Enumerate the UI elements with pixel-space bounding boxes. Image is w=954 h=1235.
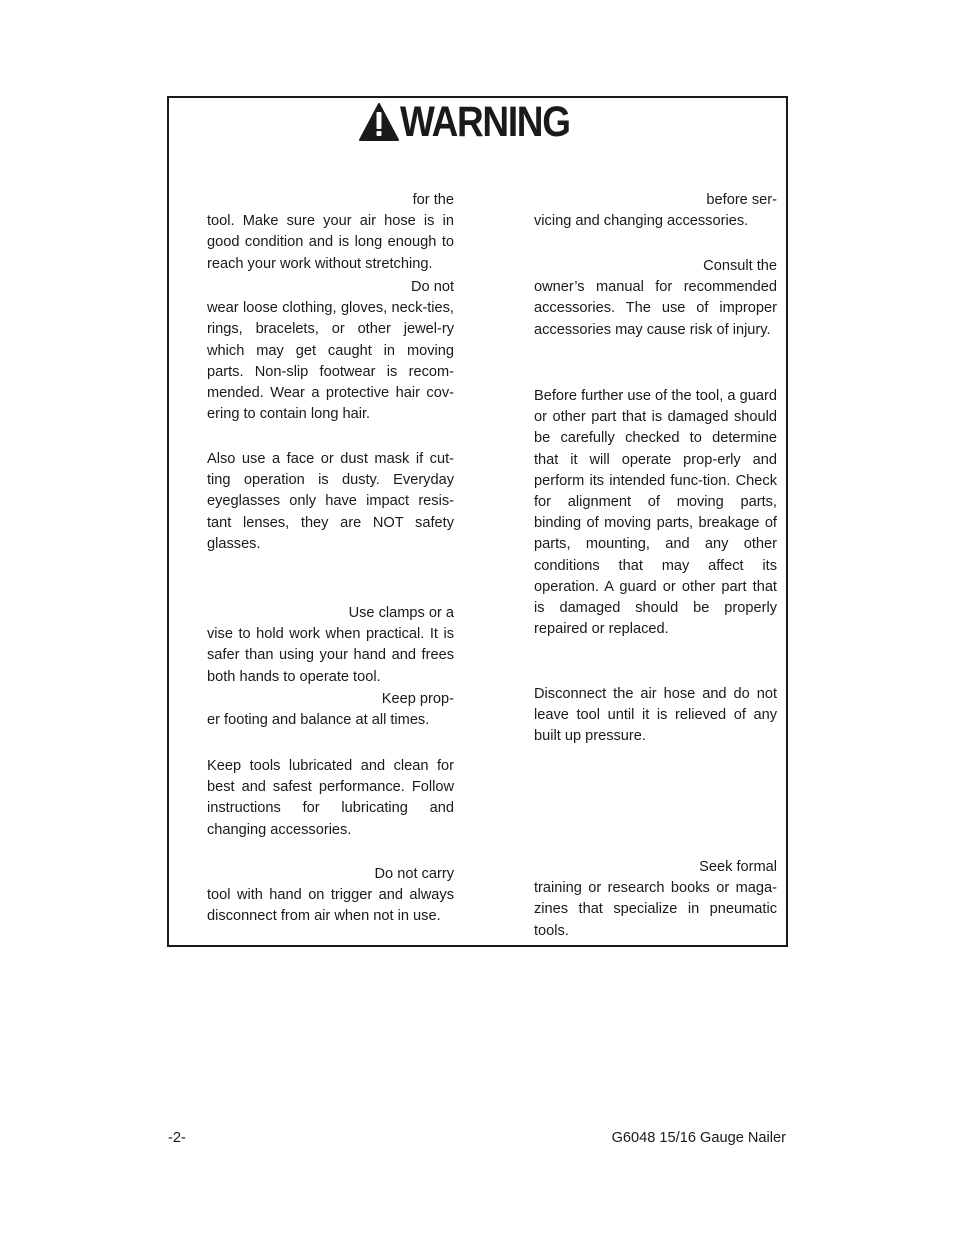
warning-header xyxy=(0,100,954,144)
left-paragraph-clothing xyxy=(207,277,454,425)
paragraph-lead: for the xyxy=(412,192,454,208)
paragraph-body: Disconnect the air hose and do not leave tool until it is relieved of any built up pressure. xyxy=(534,686,777,745)
paragraph-body: vicing and changing accessories. xyxy=(534,213,749,230)
paragraph-body: er footing and balance at all times. xyxy=(207,712,430,729)
paragraph-body: vise to hold work when practical. It is safer than using your hand and frees both hands to operate tool. xyxy=(207,626,454,685)
paragraph-lead: Keep prop- xyxy=(381,691,454,707)
paragraph-lead: before ser- xyxy=(706,192,777,208)
paragraph-body: tool with hand on trigger and always disconnect from air when not in use. xyxy=(207,887,454,925)
paragraph-lead: Consult the xyxy=(703,258,777,274)
left-paragraph-air-hose xyxy=(207,190,454,275)
paragraph-body: Also use a face or dust mask if cut-ting operation is dusty. Everyday eyeglasses only have impact resis-tant lenses, they are NOT safety glasses. xyxy=(207,451,454,552)
paragraph-body: tool. Make sure your air hose is in good condition and is long enough to reach your work without stretching. xyxy=(207,213,454,272)
paragraph-body: training or research books or maga-zines that specialize in pneumatic tools. xyxy=(534,880,777,939)
right-paragraph-training xyxy=(534,857,777,942)
paragraph-lead: Seek formal xyxy=(699,859,777,875)
left-paragraph-footing xyxy=(207,689,454,731)
paragraph-body: wear loose clothing, gloves, neck-ties, rings, bracelets, or other jewel-ry which may get caught in moving parts. Non-slip footwear is recom-mended. Wear a protective hair cov-ering to contain long hair. xyxy=(207,300,454,423)
right-paragraph-servicing xyxy=(534,190,777,232)
warning-triangle-icon xyxy=(358,102,400,142)
left-paragraph-clamps xyxy=(207,603,454,688)
left-paragraph-lubrication xyxy=(207,756,454,841)
right-paragraph-damaged-parts xyxy=(534,386,777,640)
model-label: G6048 15/16 Gauge Nailer xyxy=(611,1130,786,1146)
paragraph-lead: Do not xyxy=(411,279,454,295)
page-number: -2- xyxy=(168,1130,186,1146)
paragraph-body: Before further use of the tool, a guard or other part that is damaged should be carefully checked to determine that it will operate prop-erly and perform its intended func-tion. Check for alignment of moving parts, binding of moving parts, breakage of parts, mounting, and any other conditions that may affect its operation. A guard or other part that is damaged should be properly repaired or replaced. xyxy=(534,388,777,638)
paragraph-body: Keep tools lubricated and clean for best and safest performance. Follow instructions for lubricating and changing accessories. xyxy=(207,758,454,838)
right-paragraph-disconnect xyxy=(534,684,777,748)
paragraph-lead: Use clamps or a xyxy=(348,605,454,621)
warning-title: WARNING xyxy=(400,98,570,146)
paragraph-body: owner’s manual for recommended accessories. The use of improper accessories may cause risk of injury. xyxy=(534,279,777,338)
paragraph-lead: Do not carry xyxy=(374,866,454,882)
left-paragraph-eye-protection xyxy=(207,449,454,555)
right-paragraph-accessories xyxy=(534,256,777,341)
left-paragraph-carrying xyxy=(207,864,454,928)
